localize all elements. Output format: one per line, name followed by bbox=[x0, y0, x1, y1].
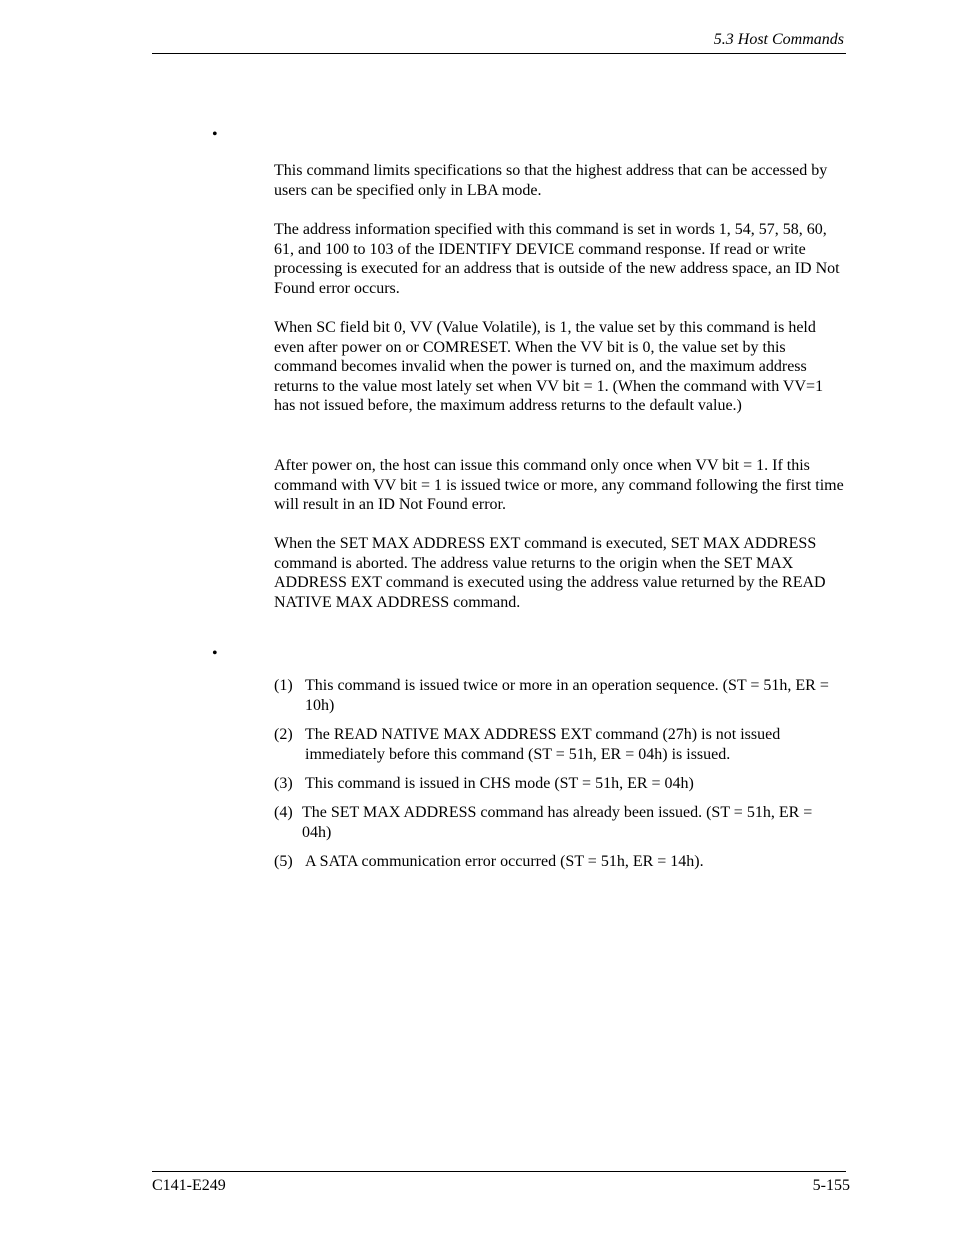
error-list-item bbox=[274, 803, 844, 842]
error-list-item bbox=[274, 774, 844, 794]
paragraph-power-on: After power on, the host can issue this command only once when VV bit = 1. If this command with VV bit = 1 is issued twice or more, any command following the first time will result in an ID Not Found error. bbox=[274, 457, 844, 514]
error-text: A SATA communication error occurred (ST = 51h, ER = 14h). bbox=[305, 853, 704, 870]
bullet-marker: • bbox=[212, 126, 218, 143]
footer-rule bbox=[152, 1171, 846, 1172]
error-list-item bbox=[274, 725, 844, 764]
bullet-marker: • bbox=[212, 645, 218, 662]
error-list-item bbox=[274, 852, 844, 872]
error-number: (3) bbox=[274, 775, 293, 792]
document-id: C141-E249 bbox=[152, 1177, 226, 1194]
paragraph-identify-words: The address information specified with this command is set in words 1, 54, 57, 58, 60, 61, and 100 to 103 of the IDENTIFY DEVICE command response. If read or write processing is executed for an address that is outside of the new address space, an ID Not Found error occurs. bbox=[274, 221, 840, 297]
error-text: The SET MAX ADDRESS command has already been issued. (ST = 51h, ER = 04h) bbox=[302, 804, 813, 841]
error-number: (2) bbox=[274, 726, 293, 743]
running-header: 5.3 Host Commands bbox=[713, 31, 844, 48]
page-number: 5-155 bbox=[812, 1177, 850, 1194]
header-rule bbox=[152, 53, 846, 54]
paragraph-value-volatile: When SC field bit 0, VV (Value Volatile), is 1, the value set by this command is held even after power on or COMRESET. When the VV bit is 0, the value set by this command becomes invalid when the power is turned on, and the maximum address returns to the value most lately set when VV bit = 1. (When the command with VV=1 has not issued before, the maximum address returns to the default value.) bbox=[274, 319, 824, 415]
error-list-item bbox=[274, 676, 844, 715]
error-number: (1) bbox=[274, 677, 293, 694]
error-text: This command is issued twice or more in an operation sequence. (ST = 51h, ER = 10h) bbox=[305, 677, 829, 714]
error-text: The READ NATIVE MAX ADDRESS EXT command (27h) is not issued immediately before this command (ST = 51h, ER = 04h) is issued. bbox=[305, 726, 781, 763]
paragraph-set-max-ext: When the SET MAX ADDRESS EXT command is executed, SET MAX ADDRESS command is aborted. The address value returns to the origin when the SET MAX ADDRESS EXT command is executed using the address value returned by the READ NATIVE MAX ADDRESS command. bbox=[274, 535, 826, 611]
error-text: This command is issued in CHS mode (ST = 51h, ER = 04h) bbox=[305, 775, 694, 792]
paragraph-lba-limit: This command limits specifications so that the highest address that can be accessed by users can be specified only in LBA mode. bbox=[274, 162, 828, 199]
error-number: (4) bbox=[274, 804, 293, 821]
error-number: (5) bbox=[274, 853, 293, 870]
